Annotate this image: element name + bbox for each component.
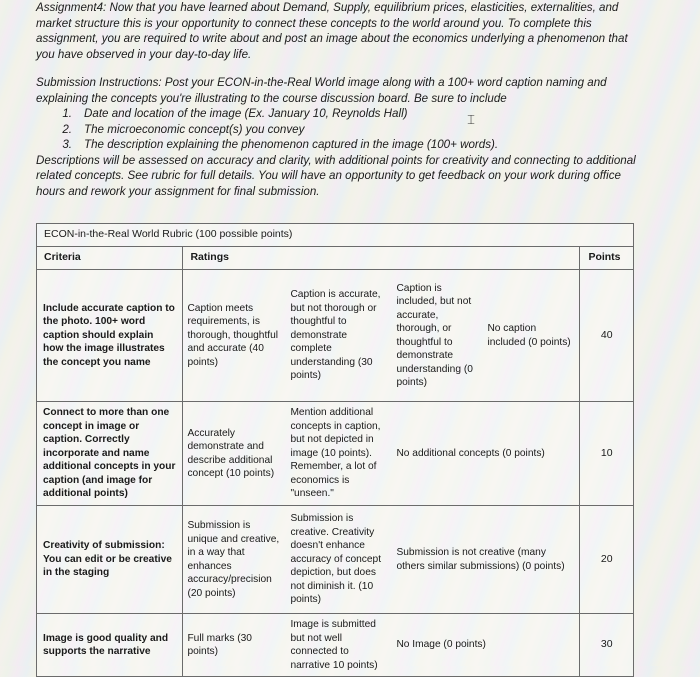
ratings-list bbox=[183, 512, 579, 607]
rating-item: Caption is accurate, but not thorough or thoughtful to demonstrate complete understanding (30 points) bbox=[290, 289, 381, 382]
rubric-row bbox=[37, 506, 634, 614]
ratings-cell bbox=[183, 270, 580, 402]
text-cursor-icon: ⌶ bbox=[467, 112, 475, 127]
assignment-instructions bbox=[36, 0, 646, 199]
points-header: Points bbox=[580, 247, 634, 270]
assessment-description: Descriptions will be assessed on accuracy and clarity, with additional points for creativity and connecting to additional related concepts. See rubric for full details. You will have an opportunity to get feedback on your work during office hours and rework your assignment for final submission. bbox=[36, 153, 636, 198]
criterion-text: Include accurate caption to the photo. 100+ word caption should explain how the image illustrates the concept you name bbox=[37, 270, 183, 402]
rating-item: No Image (0 points) bbox=[396, 639, 486, 651]
ratings-cell bbox=[183, 614, 580, 677]
submission-instructions bbox=[36, 75, 646, 106]
rating-item: Submission is creative. Creativity doesn't enhance accuracy of concept depiction, but does not diminish it. (10 points) bbox=[290, 513, 382, 606]
points-value: 20 bbox=[580, 506, 634, 614]
rubric-row bbox=[37, 614, 634, 677]
criterion-text: Creativity of submission: You can edit or be creative in the staging bbox=[37, 506, 183, 614]
points-value: 10 bbox=[580, 402, 634, 506]
rubric-header-row bbox=[37, 247, 634, 270]
rubric-title: ECON-in-the-Real World Rubric (100 possible points) bbox=[37, 224, 634, 247]
rubric-row bbox=[37, 270, 634, 402]
rating-item: Mention additional concepts in caption, but not depicted in image (10 points). Remember, a lot of economics is "unseen." bbox=[290, 407, 381, 500]
submission-text: Submission Instructions: Post your ECON-in-the-Real World image along with a 100+ word caption naming and explaining the concepts you're illustrating to the course discussion board. Be sure to include bbox=[36, 76, 607, 105]
assignment-description: Assignment4: Now that you have learned about Demand, Supply, equilibrium prices, elasticities, externalities, and market structure this is your opportunity to connect these concepts to the world around you. To complete this assignment, you are required to write about and post an image about the economics underlying a phenomenon that you have observed in your day-to-day life. bbox=[36, 1, 628, 61]
step-number: 3. bbox=[62, 138, 72, 151]
points-value: 30 bbox=[580, 614, 634, 677]
rating-item: Submission is unique and creative, in a way that enhances accuracy/precision (20 points) bbox=[187, 520, 280, 599]
rating-item: Caption is included, but not accurate, thorough, or thoughtful to demonstrate understanding (0 points) bbox=[396, 282, 473, 388]
ratings-list bbox=[183, 618, 579, 672]
step-text: The description explaining the phenomenon captured in the image (100+ words). bbox=[84, 138, 499, 151]
rating-item: Accurately demonstrate and describe additional concept (10 points) bbox=[187, 427, 275, 479]
points-value: 40 bbox=[580, 270, 634, 402]
rating-item: Submission is not creative (many others similar submissions) (0 points) bbox=[396, 547, 565, 572]
rubric-table bbox=[36, 223, 634, 677]
step-item bbox=[36, 106, 646, 122]
ratings-cell bbox=[183, 506, 580, 614]
rubric-title-row bbox=[37, 224, 634, 247]
step-number: 1. bbox=[62, 107, 72, 120]
rubric-row bbox=[37, 402, 634, 506]
step-item bbox=[36, 122, 646, 138]
rating-item: Caption meets requirements, is thorough, thoughtful and accurate (40 points) bbox=[187, 302, 279, 368]
criteria-header: Criteria bbox=[37, 247, 183, 270]
criterion-text: Image is good quality and supports the narrative bbox=[37, 614, 183, 677]
step-text: The microeconomic concept(s) you convey bbox=[84, 122, 305, 136]
rating-item: Image is submitted but not well connected to narrative 10 points) bbox=[290, 619, 378, 671]
ratings-list bbox=[183, 282, 579, 390]
step-text: Date and location of the image (Ex. January 10, Reynolds Hall) bbox=[84, 107, 408, 120]
step-item bbox=[36, 137, 646, 153]
ratings-cell bbox=[183, 402, 580, 506]
ratings-list bbox=[183, 406, 579, 501]
step-number: 2. bbox=[62, 122, 72, 136]
ratings-header: Ratings bbox=[183, 247, 580, 270]
rating-item: Full marks (30 points) bbox=[187, 632, 252, 657]
rating-item: No caption included (0 points) bbox=[487, 323, 571, 348]
submission-steps bbox=[36, 106, 646, 153]
criterion-text: Connect to more than one concept in image or caption. Correctly incorporate and name additional concepts in your caption (and image for additional points) bbox=[37, 402, 183, 506]
rating-item: No additional concepts (0 points) bbox=[396, 447, 545, 459]
